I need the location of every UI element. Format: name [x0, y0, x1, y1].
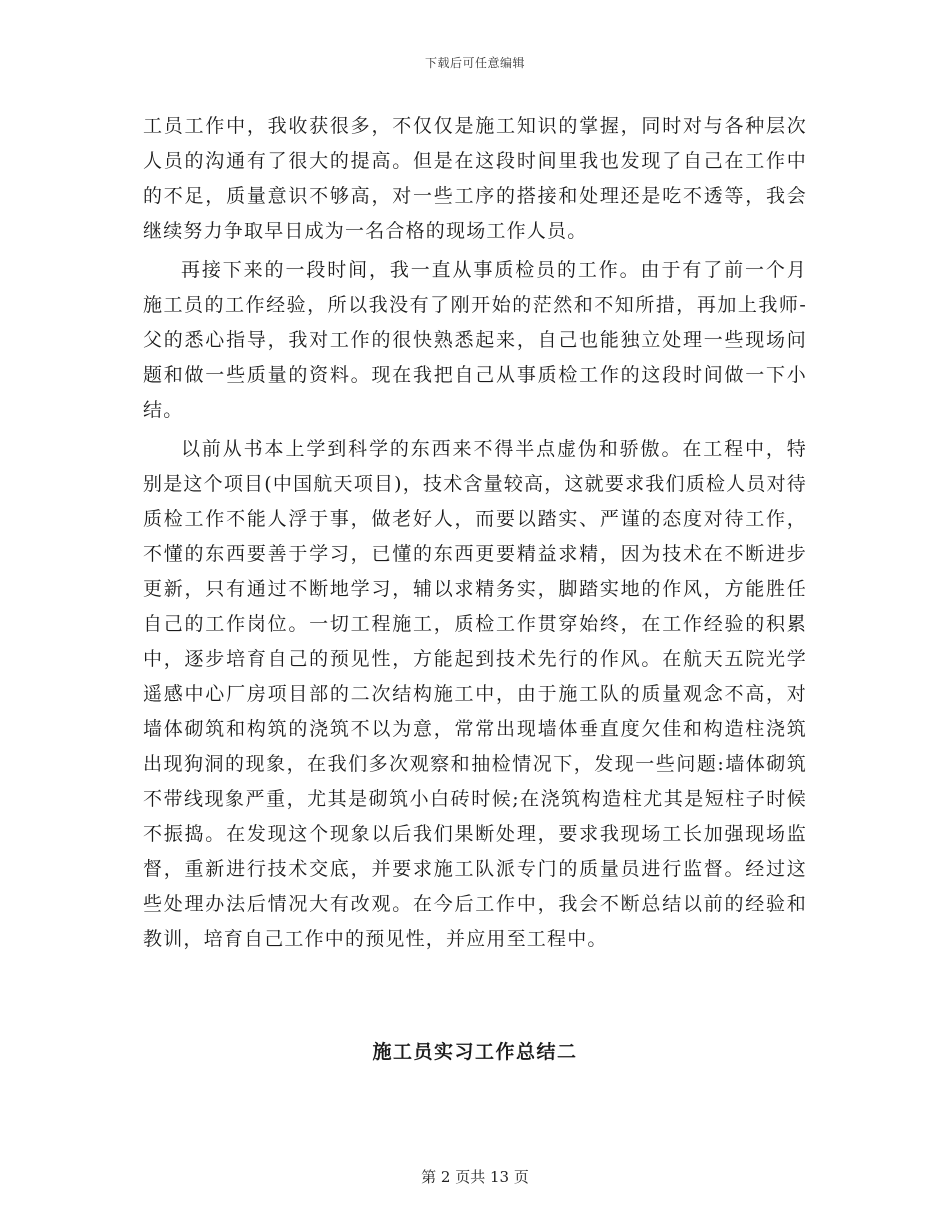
page-number: 第 2 页共 13 页	[421, 1168, 529, 1186]
paragraph-continuation: 工员工作中，我收获很多，不仅仅是施工知识的掌握，同时对与各种层次人员的沟通有了很大的提高。但是在这段时间里我也发现了自己在工作中的不足，质量意识不够高，对一些工序的搭接和处理还是吃不透等，我会继续努力争取早日成为一名合格的现场工作人员。	[143, 115, 807, 242]
paragraph-lessons-learned: 以前从书本上学到科学的东西来不得半点虚伪和骄傲。在工程中，特别是这个项目(中国航天项目)，技术含量较高，这就要求我们质检人员对待质检工作不能人浮于事，做老好人，而要以踏实、严谨的态度对待工作，不懂的东西要善于学习，已懂的东西更要精益求精，因为技术在不断进步更新，只有通过不断地学习，辅以求精务实，脚踏实地的作风，方能胜任自己的工作岗位。一切工程施工，质检工作贯穿始终，在工作经验的积累中，逐步培育自己的预见性，方能起到技术先行的作风。在航天五院光学遥感中心厂房项目部的二次结构施工中，由于施工队的质量观念不高，对墙体砌筑和构筑的浇筑不以为意，常常出现墙体垂直度欠佳和构造柱浇筑出现狗洞的现象，在我们多次观察和抽检情况下，发现一些问题:墙体砌筑不带线现象严重，尤其是砌筑小白砖时候;在浇筑构造柱尤其是短柱子时候不振捣。在发现这个现象以后我们果断处理，要求我现场工长加强现场监督，重新进行技术交底，并要求施工队派专门的质量员进行监督。经过这些处理办法后情况大有改观。在今后工作中，我会不断总结以前的经验和教训，培育自己工作中的预见性，并应用至工程中。	[143, 438, 807, 950]
document-body	[143, 109, 807, 961]
header-note: 下载后可任意编辑	[424, 56, 525, 70]
paragraph-quality-inspector: 再接下来的一段时间，我一直从事质检员的工作。由于有了前一个月施工员的工作经验，所以我没有了刚开始的茫然和不知所措，再加上我师-父的悉心指导，我对工作的很快熟悉起来，自己也能独立处理一些现场问题和做一些质量的资料。现在我把自己从事质检工作的这段时间做一下小结。	[143, 259, 807, 421]
section-heading: 施工员实习工作总结二	[372, 1041, 578, 1063]
